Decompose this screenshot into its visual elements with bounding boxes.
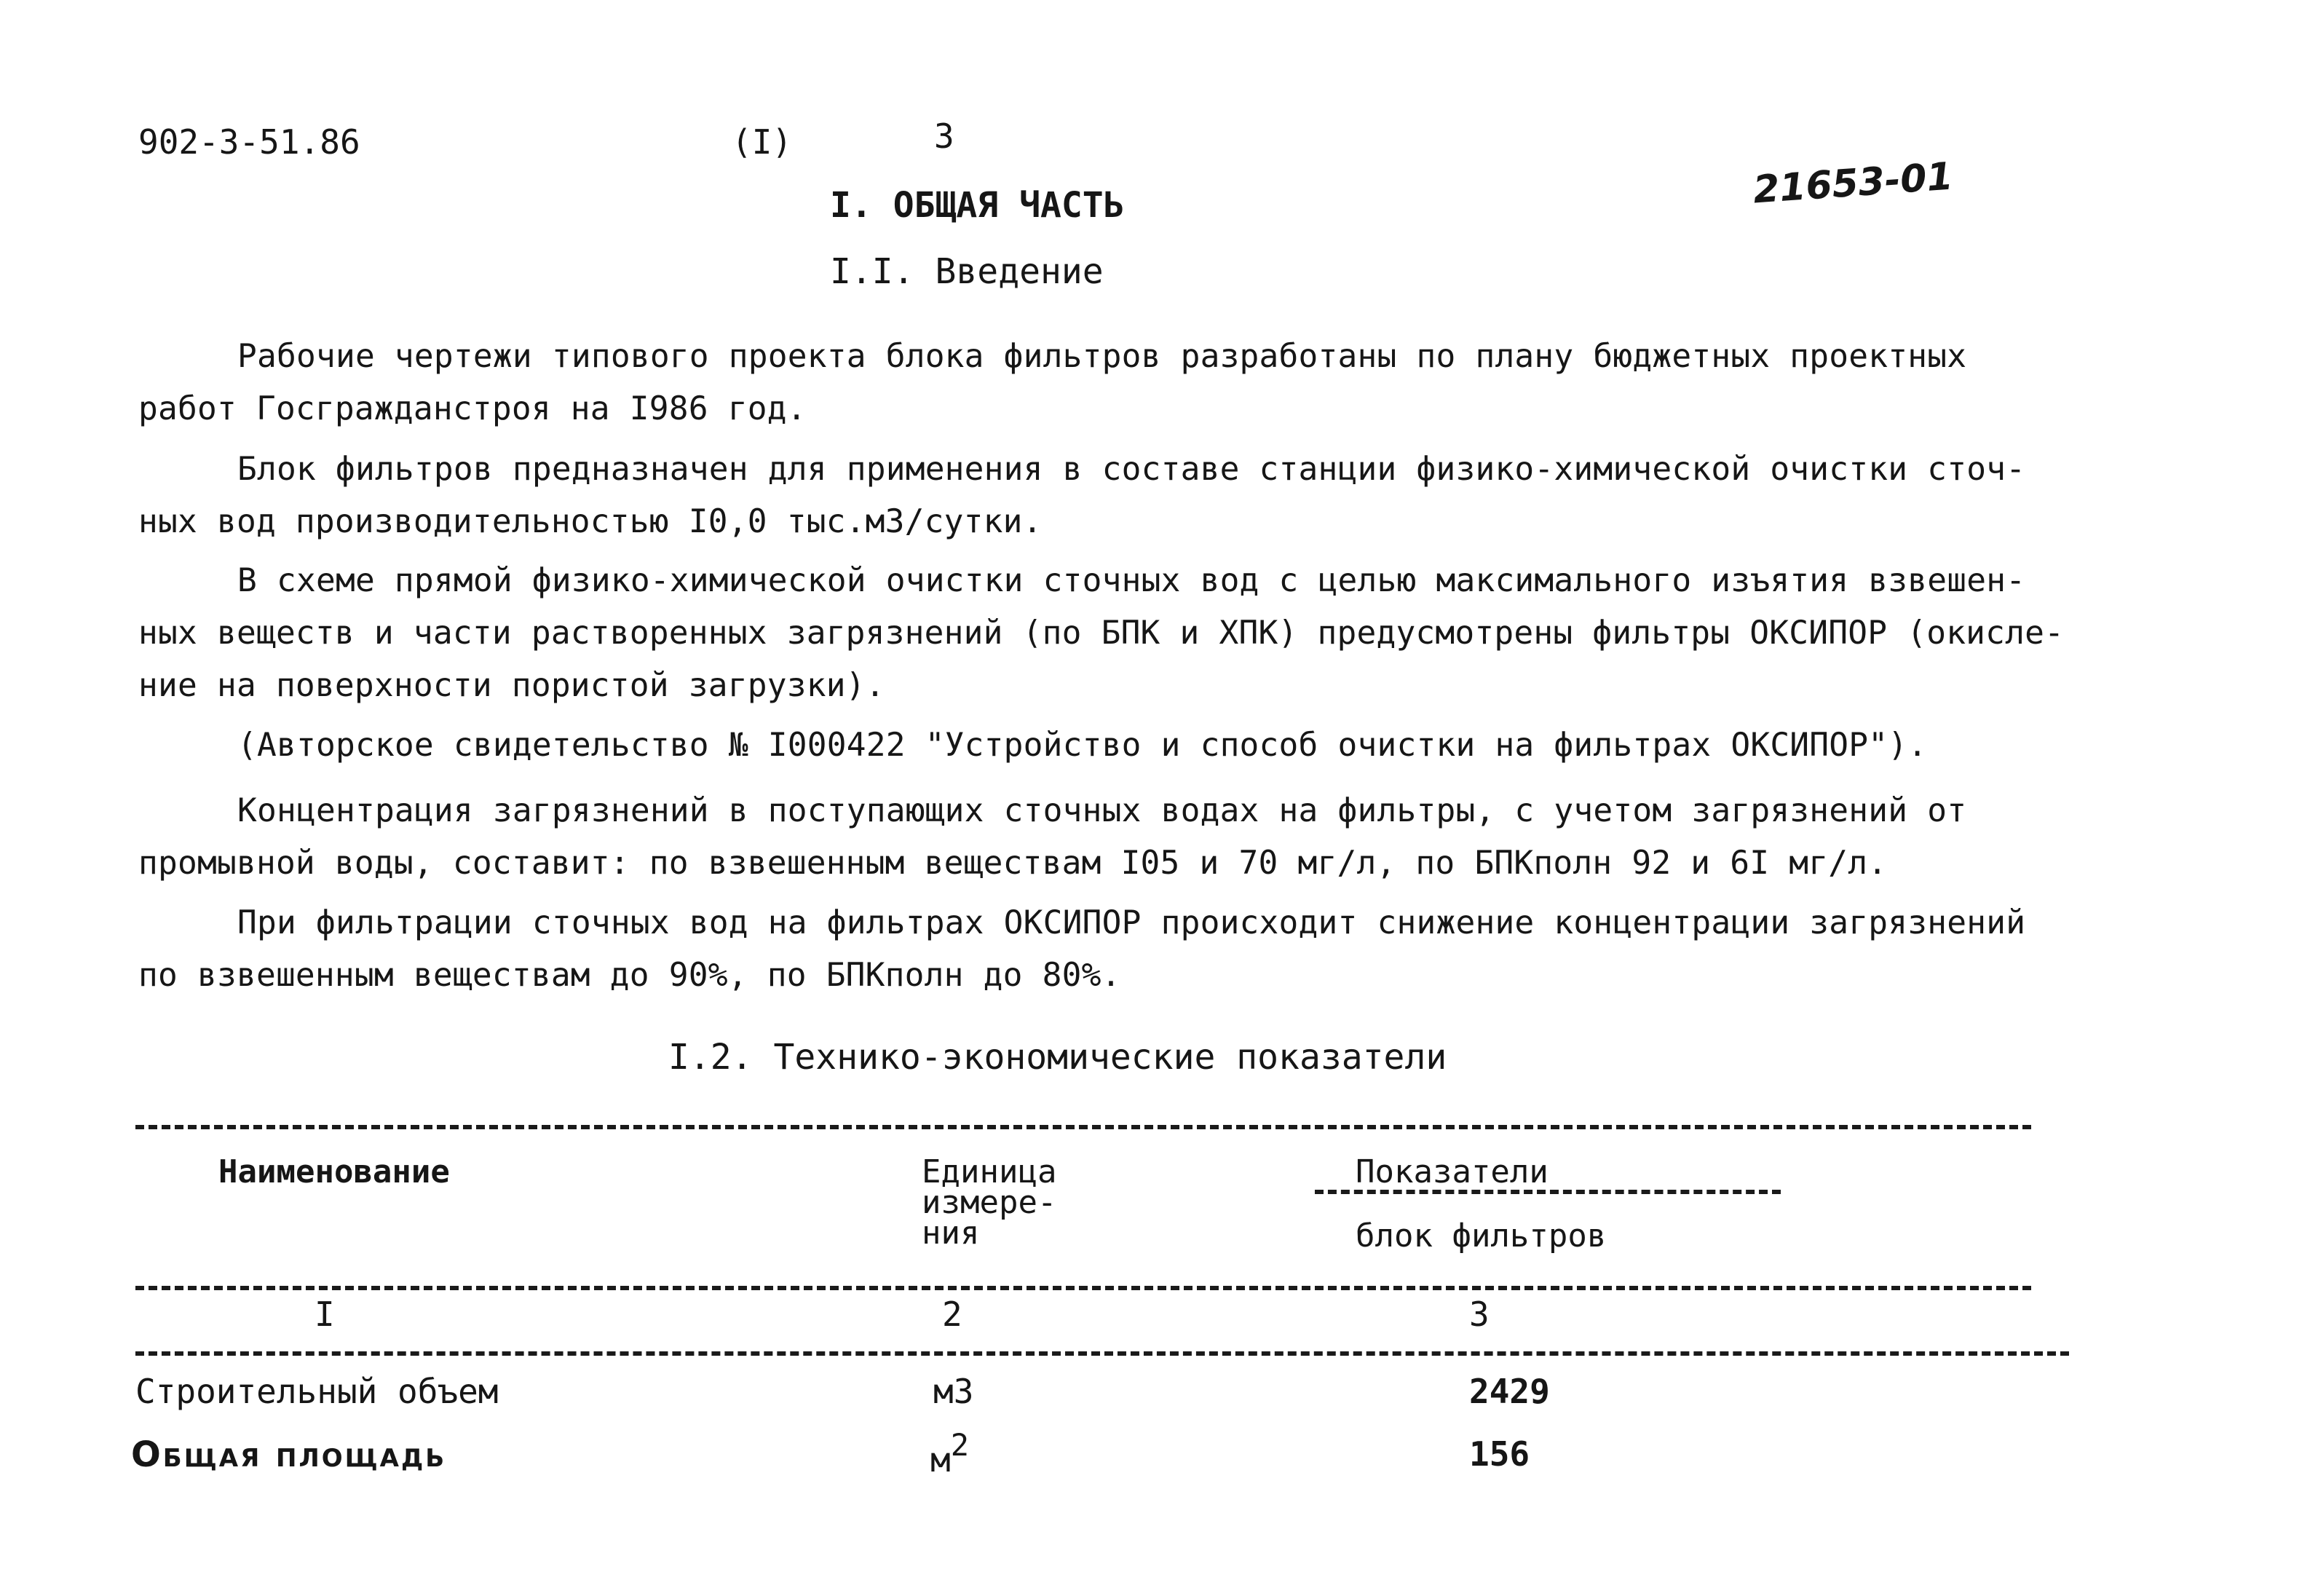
paragraph-4: (Авторское свидетельство № I000422 "Устройство и способ очистки на фильтрах ОКСИПОР"). [237, 727, 1928, 764]
header-indicators: Показатели [1356, 1153, 1548, 1190]
document-code: 902-3-51.86 [138, 122, 360, 162]
column-number-2: 2 [942, 1295, 962, 1334]
paragraph-5: Концентрация загрязнений в поступающих сточных водах на фильтры, с учетом загрязнений от промывной воды, составит: по взвешенным веществам I05 и 70 мг/л, по БПКполн 92 и 6I мг/л. [138, 792, 1967, 882]
page-number: 3 [934, 116, 954, 156]
column-number-3: 3 [1469, 1295, 1490, 1334]
table-top-rule [135, 1125, 2031, 1129]
header-subcolumn: блок фильтров [1356, 1217, 1607, 1255]
column-number-1: I [315, 1295, 335, 1334]
section-title: I. ОБЩАЯ ЧАСТЬ [830, 185, 1125, 226]
part-number: (I) [732, 122, 793, 162]
table-row-2-unit: м2 [930, 1427, 969, 1480]
header-bottom-rule [135, 1286, 2031, 1290]
table-row-1-value: 2429 [1469, 1372, 1550, 1411]
paragraph-2: Блок фильтров предназначен для применения в составе станции физико-химической очистки сточ- ных вод производительностью I0,0 тыс.м3/сутки. [138, 451, 2026, 540]
column-numbers-rule [135, 1351, 2069, 1356]
section-subtitle: I.I. Введение [830, 251, 1104, 292]
header-unit: Единица измере- ния [922, 1153, 1057, 1252]
table-row-2-name: Общая площадь [131, 1434, 447, 1475]
header-name: Наименование [218, 1153, 450, 1190]
table-title: I.2. Технико-экономические показатели [668, 1037, 1447, 1078]
paragraph-6: При фильтрации сточных вод на фильтрах ОКСИПОР происходит снижение концентрации загрязнений по взвешенным веществам до 90%, по БПКполн до 80%. [138, 904, 2026, 994]
table-row-1-name: Строительный объем [135, 1372, 499, 1411]
handwritten-code: 21653-01 [1752, 154, 1955, 213]
table-row-1-unit: м3 [933, 1372, 974, 1411]
table-row-2-value: 156 [1469, 1434, 1530, 1474]
paragraph-1: Рабочие чертежи типового проекта блока фильтров разработаны по плану бюджетных проектных работ Госгражданстроя на I986 год. [138, 338, 1967, 427]
paragraph-3: В схеме прямой физико-химической очистки сточных вод с целью максимального изъятия взвешен- ных веществ и части растворенных загрязнений (по БПК и ХПК) предусмотрены фильтры ОКСИПОР (окисле- ние на поверхности пористой загрузки). [138, 562, 2065, 704]
